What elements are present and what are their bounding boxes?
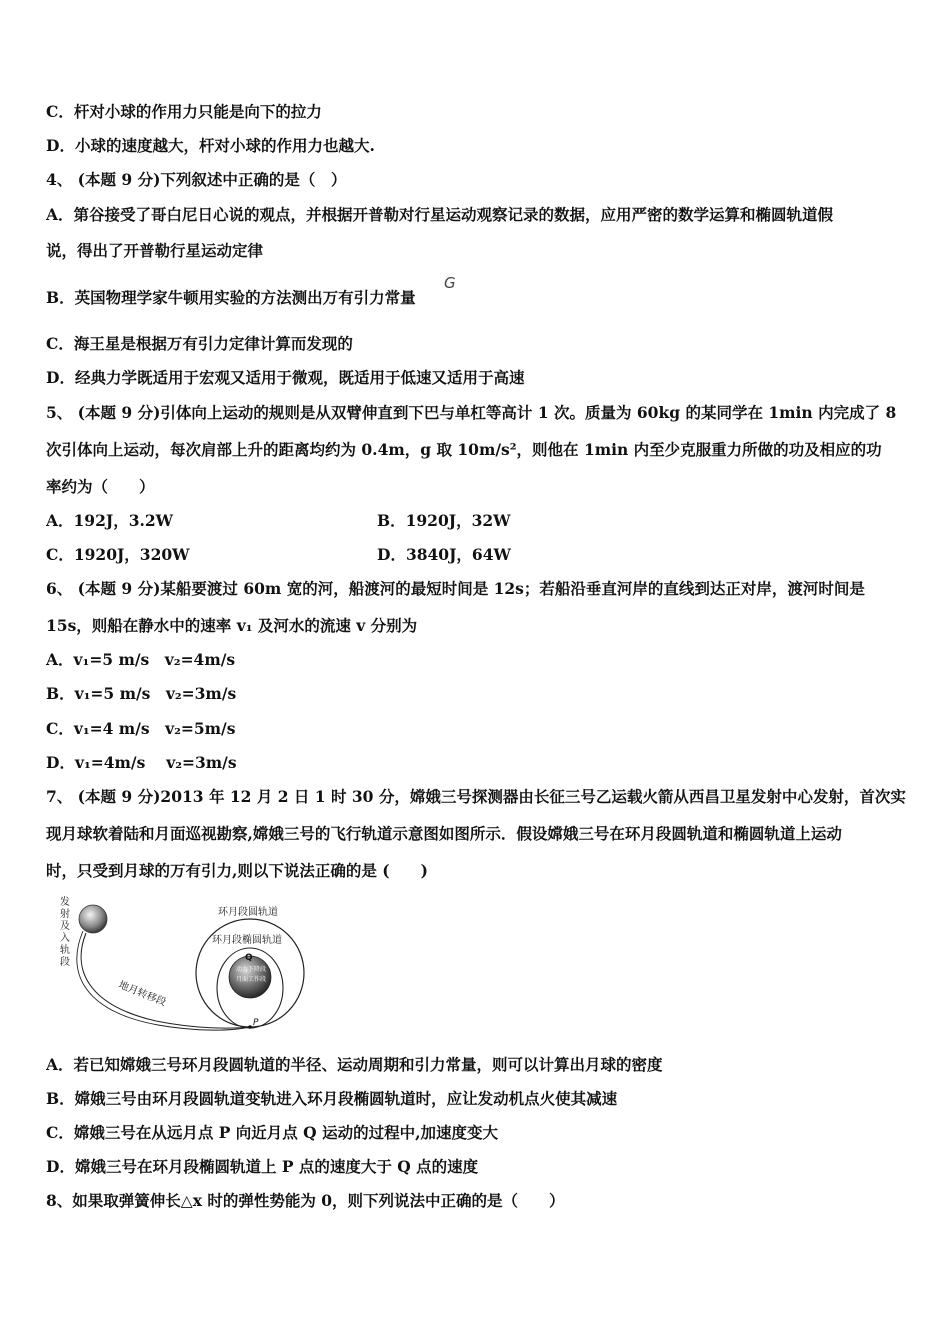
- q5-stem-line2: 次引体向上运动，每次肩部上升的距离均约为 0.4m，g 取 10m/s²，则他在 1min 内至少克服重力所做的功及相应的功: [46, 440, 882, 459]
- point-p-label: P: [253, 1018, 259, 1028]
- q5-option-d: D．3840J，64W: [377, 545, 511, 564]
- q5-option-a: A．192J，3.2W: [46, 511, 174, 530]
- launch-label-char: 发: [60, 897, 70, 908]
- q5-stem-line3: 率约为（ ）: [46, 477, 155, 496]
- q6-stem-line1: 6、 (本题 9 分)某船要渡过 60m 宽的河，船渡河的最短时间是 12s；若船沿垂直河岸的直线到达正对岸，渡河时间是: [46, 579, 865, 598]
- q4-option-a-line2: 说，得出了开普勒行星运动定律: [46, 241, 264, 260]
- point-p-marker: [248, 1025, 252, 1029]
- q4-stem: 4、 (本题 9 分)下列叙述中正确的是（ ）: [46, 170, 347, 189]
- q4-option-a-line1: A．第谷接受了哥白尼日心说的观点，并根据开普勒对行星运动观察记录的数据，应用严密的数学运算和椭圆轨道假: [46, 205, 834, 224]
- launch-label-char: 入: [60, 933, 70, 944]
- q7-option-b: B．嫦娥三号由环月段圆轨道变轨进入环月段椭圆轨道时，应让发动机点火使其减速: [46, 1089, 618, 1108]
- q4-option-d: D．经典力学既适用于宏观又适用于微观，既适用于低速又适用于高速: [46, 368, 525, 387]
- q6-option-c: C．v₁=4 m/s v₂=5m/s: [46, 719, 236, 738]
- launch-label-char: 及: [60, 921, 70, 932]
- q7-option-d: D．嫦娥三号在环月段椭圆轨道上 P 点的速度大于 Q 点的速度: [46, 1157, 479, 1176]
- descent-label: 动力下降段: [236, 966, 267, 973]
- surface-work-label: 月面工作段: [236, 976, 267, 983]
- orbit-diagram: [46, 893, 316, 1035]
- launch-label-char: 射: [60, 909, 70, 920]
- orbit-diagram-svg: [46, 893, 316, 1035]
- earth-icon: [79, 905, 107, 933]
- q7-stem-line2: 现月球软着陆和月面巡视勘察,嫦娥三号的飞行轨道示意图如图所示．假设嫦娥三号在环月段圆轨道和椭圆轨道上运动: [46, 824, 842, 843]
- q6-option-d: D．v₁=4m/s v₂=3m/s: [46, 753, 237, 772]
- q3-option-d: D．小球的速度越大，杆对小球的作用力也越大.: [46, 136, 375, 155]
- q6-stem-line2: 15s，则船在静水中的速率 v₁ 及河水的流速 v 分别为: [46, 616, 418, 635]
- launch-label-char: 轨: [60, 945, 70, 956]
- q5-option-c: C．1920J，320W: [46, 545, 190, 564]
- q3-option-c: C．杆对小球的作用力只能是向下的拉力: [46, 102, 322, 121]
- q5-stem-line1: 5、 (本题 9 分)引体向上运动的规则是从双臂伸直到下巴与单杠等高计 1 次。质量为 60kg 的某同学在 1min 内完成了 8: [46, 403, 897, 422]
- launch-label: [60, 895, 70, 968]
- q4-option-b: B．英国物理学家牛顿用实验的方法测出万有引力常量: [46, 288, 416, 307]
- q8-stem: 8、如果取弹簧伸长△x 时的弹性势能为 0，则下列说法中正确的是（ ）: [46, 1191, 565, 1210]
- q7-stem-line1: 7、 (本题 9 分)2013 年 12 月 2 日 1 时 30 分，嫦娥三号探测器由长征三号乙运载火箭从西昌卫星发射中心发射，首次实: [46, 787, 906, 806]
- q5-option-b: B．1920J，32W: [377, 511, 511, 530]
- elliptical-orbit-label: 环月段椭圆轨道: [212, 935, 282, 946]
- q6-option-b: B．v₁=5 m/s v₂=3m/s: [46, 684, 237, 703]
- gravitational-constant-symbol: G: [444, 274, 456, 292]
- q4-option-c: C．海王星是根据万有引力定律计算而发现的: [46, 334, 353, 353]
- q6-option-a: A．v₁=5 m/s v₂=4m/s: [46, 650, 236, 669]
- point-q-label: Q: [245, 953, 253, 963]
- launch-label-char: 段: [60, 957, 70, 968]
- q7-option-a: A．若已知嫦娥三号环月段圆轨道的半径、运动周期和引力常量，则可以计算出月球的密度: [46, 1055, 663, 1074]
- circular-orbit-label: 环月段圆轨道: [218, 907, 278, 918]
- q7-stem-line3: 时，只受到月球的万有引力,则以下说法正确的是 ( ): [46, 861, 428, 880]
- q7-option-c: C．嫦娥三号在从远月点 P 向近月点 Q 运动的过程中,加速度变大: [46, 1123, 498, 1142]
- transfer-label: 地月转移段: [116, 979, 168, 1009]
